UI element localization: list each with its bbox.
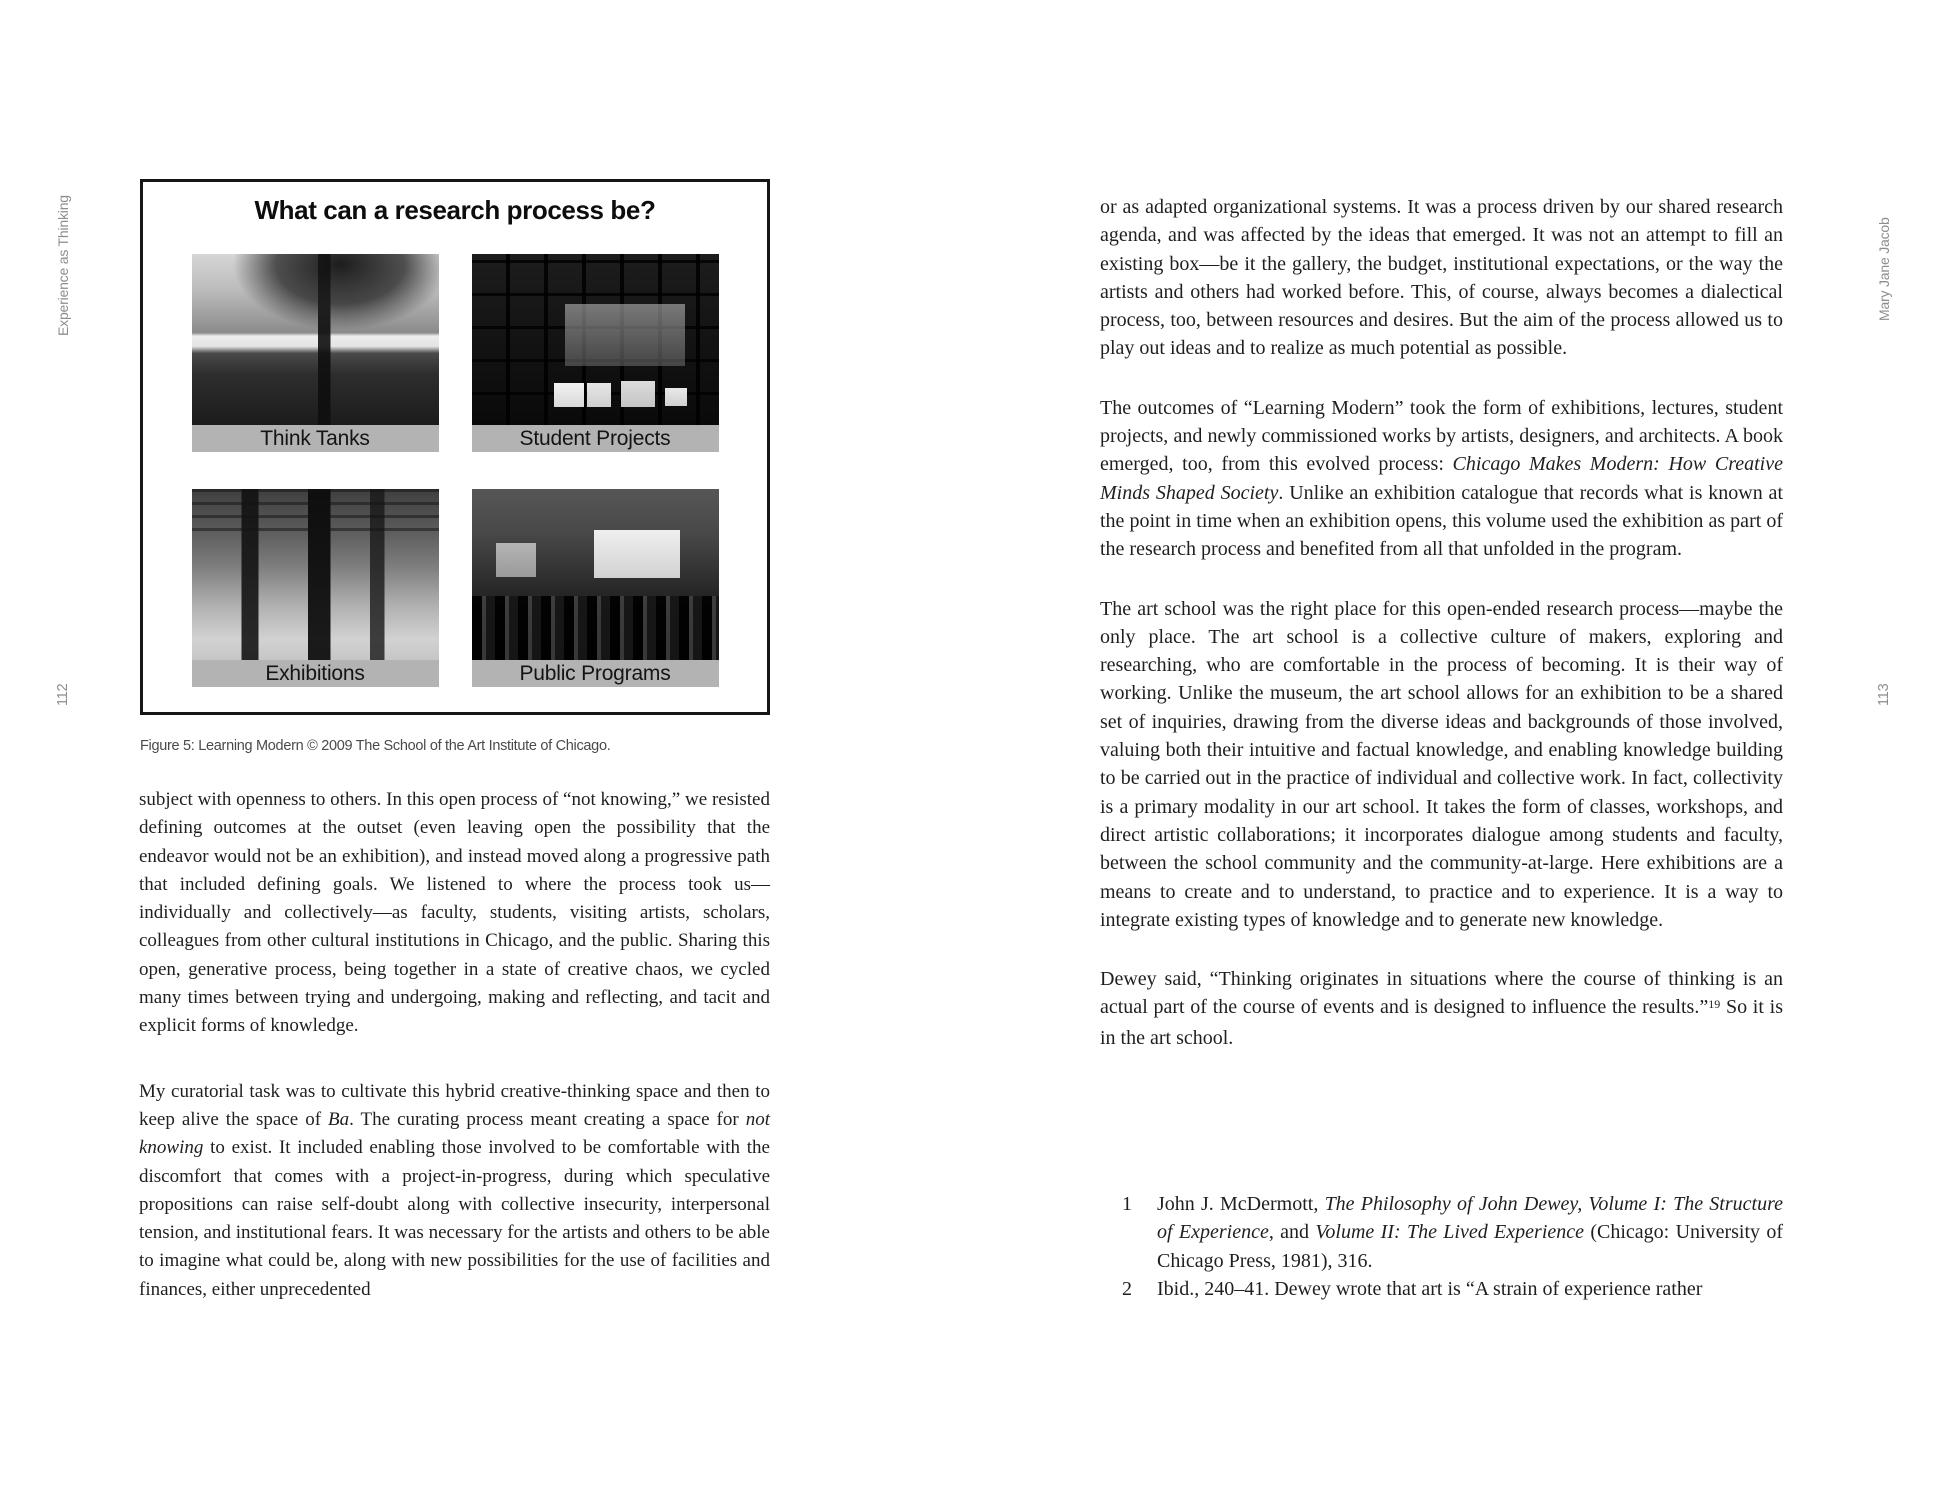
right-page-body bbox=[1100, 193, 1783, 1052]
tile-caption-think-tanks: Think Tanks bbox=[192, 425, 439, 452]
figure-title: What can a research process be? bbox=[254, 195, 656, 225]
tile-caption-student-projects: Student Projects bbox=[472, 425, 719, 452]
paragraph: or as adapted organizational systems. It was a process driven by our shared research agenda, and was affected by the ideas that emerged. It was not an attempt to fill an existing box—be it the gallery, the budget, institutional expectations, or the way the artists and others had worked before. This, of course, always becomes a dialectical process, too, between resources and desires. But the aim of the process allowed us to play out ideas and to realize as much potential as possible. bbox=[1100, 196, 1783, 360]
endnotes bbox=[1100, 1190, 1783, 1303]
student-projects-photo bbox=[472, 254, 719, 425]
left-page-body bbox=[139, 786, 770, 1304]
tile-think-tanks bbox=[192, 254, 439, 452]
paragraph: My curatorial task was to cultivate this hybrid creative-thinking space and then to keep alive the space of Ba. The curating process meant creating a space for not knowing to exist. It included enabling those involved to be comfortable with the discomfort that comes with a project-in-progress, during which speculative propositions can raise self-doubt along with collective insecurity, interpersonal tension, and institutional fears. It was necessary for the artists and others to be able to imagine what could be, along with new possibilities for the use of facilities and finances, either unprecedented bbox=[139, 1080, 770, 1300]
endnote-2 bbox=[1100, 1275, 1783, 1303]
endnote-number: 1 bbox=[1122, 1193, 1132, 1215]
figure-5 bbox=[140, 179, 770, 715]
paragraph: subject with openness to others. In this open process of “not knowing,” we resisted defining outcomes at the outset (even leaving open the possibility that the endeavor would not be an exhibition), and instead moved along a progressive path that included defining goals. We listened to where the process took us—individually and collectively—as faculty, students, visiting artists, scholars, colleagues from other cultural institutions in Chicago, and the public. Sharing this open, generative process, being together in a state of creative chaos, we cycled many times between trying and undergoing, making and reflecting, and tacit and explicit forms of knowledge. bbox=[139, 789, 770, 1037]
figure-caption: Figure 5: Learning Modern © 2009 The School of the Art Institute of Chicago. bbox=[140, 738, 611, 754]
endnote-text: Ibid., 240–41. Dewey wrote that art is “A strain of experience rather bbox=[1157, 1277, 1703, 1300]
endnote-number: 2 bbox=[1122, 1277, 1132, 1300]
tile-exhibitions bbox=[192, 489, 439, 687]
right-running-head: Mary Jane Jacob bbox=[1876, 217, 1892, 321]
tile-caption-public-programs: Public Programs bbox=[472, 660, 719, 687]
endnote-1 bbox=[1100, 1190, 1783, 1275]
tile-public-programs bbox=[472, 489, 719, 687]
paragraph: The art school was the right place for this open-ended research process—maybe the only place. The art school is a collective culture of makers, exploring and researching, who are comfortable in the process of becoming. It is their way of working. Unlike the museum, the art school allows for an exhibition to be a shared set of inquiries, drawing from the diverse ideas and backgrounds of those involved, valuing both their intuitive and factual knowledge, and enabling knowledge building to be carried out in the practice of individual and collective work. In fact, collectivity is a primary modality in our art school. It takes the form of classes, workshops, and direct artistic collaborations; it incorporates dialogue among students and faculty, between the school community and the community-at-large. Here exhibitions are a means to create and to understand, to practice and to experience. It is a way to integrate existing types of knowledge and to generate new knowledge. bbox=[1100, 597, 1783, 931]
left-page-number: 112 bbox=[55, 683, 71, 706]
paragraph: The outcomes of “Learning Modern” took the form of exhibitions, lectures, student projects, and newly commissioned works by artists, designers, and architects. A book emerged, too, from this evolved process: Chicago Makes Modern: How Creative Minds Shaped Society. Unlike an exhibition catalogue that records what is known at the point in time when an exhibition opens, this volume used the exhibition as part of the research process and benefited from all that unfolded in the program. bbox=[1100, 396, 1783, 561]
endnote-text: John J. McDermott, The Philosophy of John Dewey, Volume I: The Structure of Experience, and Volume II: The Lived Experience (Chicago: University of Chicago Press, 1981), 316. bbox=[1157, 1193, 1783, 1272]
exhibitions-photo bbox=[192, 489, 439, 660]
left-running-head: Experience as Thinking bbox=[55, 195, 71, 336]
public-programs-photo bbox=[472, 489, 719, 660]
right-page-number: 113 bbox=[1876, 683, 1892, 706]
tile-caption-exhibitions: Exhibitions bbox=[192, 660, 439, 687]
tile-student-projects bbox=[472, 254, 719, 452]
figure-tile-grid bbox=[192, 254, 719, 687]
think-tanks-photo bbox=[192, 254, 439, 425]
paragraph: Dewey said, “Thinking originates in situations where the course of thinking is an actual part of the course of events and is designed to influence the results.”$^{19}$ So it is in the art school. bbox=[1100, 968, 1783, 1049]
